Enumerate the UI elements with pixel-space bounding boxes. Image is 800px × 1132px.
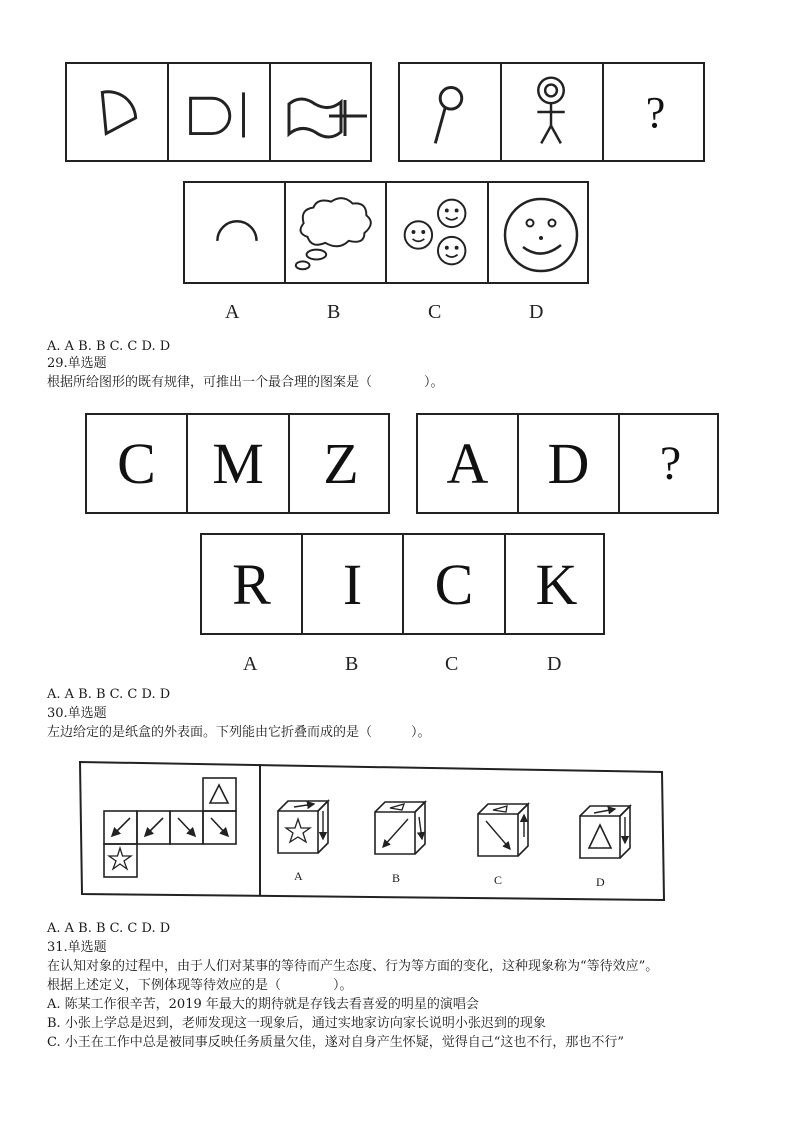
- q31-option-a[interactable]: A. 陈某工作很辛苦，2019 年最大的期待就是存钱去看喜爱的明星的演唱会: [47, 997, 479, 1012]
- q28-option-c-figure: [387, 183, 489, 282]
- q29-option-c-letter: C: [434, 551, 474, 617]
- q30-answer-choices[interactable]: A. A B. B C. C D. D: [47, 921, 171, 936]
- q28-given-group-1: [65, 62, 372, 162]
- q28-question-cell: [604, 64, 707, 160]
- q30-option-label-b: B: [392, 871, 401, 885]
- q29-option-label-d: D: [547, 653, 562, 675]
- q29-option-group: [200, 533, 605, 635]
- q28-option-label-c: C: [428, 301, 442, 323]
- q28-given-group-2: [398, 62, 705, 162]
- q28-option-a-figure: [185, 183, 286, 282]
- q30-header: 30.单选题: [47, 706, 107, 721]
- q28-option-label-d: D: [529, 301, 544, 323]
- q28-option-b-figure: [286, 183, 387, 282]
- q30-option-label-c: C: [494, 873, 503, 887]
- q29-given-group-2: [416, 413, 719, 514]
- q28-given-figure-3: [271, 64, 374, 160]
- q29-given-letter-5: D: [547, 431, 590, 496]
- q28-option-label-b: B: [327, 301, 341, 323]
- q28-option-label-a: A: [225, 301, 240, 323]
- q31-header: 31.单选题: [47, 940, 107, 955]
- q30-option-label-d: D: [596, 875, 605, 889]
- q29-option-a-letter: R: [232, 551, 271, 617]
- q29-given-letter-2: M: [212, 431, 264, 496]
- q29-answer-choices[interactable]: A. A B. B C. C D. D: [47, 687, 171, 702]
- q30-option-label-a: A: [294, 869, 303, 883]
- q28-given-figure-1: [67, 64, 169, 160]
- q29-given-letter-3: Z: [323, 431, 359, 496]
- q28-given-figure-5: [502, 64, 604, 160]
- q31-stem-line-1: 在认知对象的过程中，由于人们对某事的等待而产生态度、行为等方面的变化，这种现象称为“等待效应”。: [47, 959, 659, 974]
- q29-option-a-cell: [202, 535, 303, 633]
- q28-given-figure-2: [169, 64, 271, 160]
- q29-given-cell-3: [290, 415, 392, 512]
- q29-given-group-1: [85, 413, 390, 514]
- q29-option-label-b: B: [345, 653, 359, 675]
- q29-option-c-cell: [404, 535, 506, 633]
- q29-given-letter-1: C: [117, 431, 156, 496]
- q29-option-label-c: C: [445, 653, 459, 675]
- q29-question-cell: [620, 415, 721, 512]
- q30-stem: 左边给定的是纸盒的外表面。下列能由它折叠而成的是（ ）。: [47, 725, 431, 740]
- q28-option-d-figure: [489, 183, 591, 282]
- q28-option-group: [183, 181, 589, 284]
- q31-option-c[interactable]: C. 小王在工作中总是被同事反映任务质量欠佳，遂对自身产生怀疑，觉得自己“这也不行，那也不行”: [47, 1035, 625, 1050]
- q31-option-b[interactable]: B. 小张上学总是迟到，老师发现这一现象后，通过实地家访向家长说明小张迟到的现象: [47, 1016, 546, 1031]
- q28-answer-choices[interactable]: A. A B. B C. C D. D: [47, 339, 171, 354]
- q29-option-b-letter: I: [342, 551, 363, 617]
- q29-given-cell-4: [418, 415, 519, 512]
- question-mark: ?: [659, 437, 682, 490]
- q29-given-cell-2: [188, 415, 290, 512]
- q30-figure: [78, 759, 666, 903]
- q29-header: 29.单选题: [47, 356, 107, 371]
- question-mark: ?: [645, 87, 666, 137]
- q29-given-letter-4: A: [446, 431, 489, 496]
- q29-option-b-cell: [303, 535, 404, 633]
- q29-option-d-letter: K: [535, 551, 578, 617]
- q29-stem: 根据所给图形的既有规律，可推出一个最合理的图案是（ ）。: [47, 375, 444, 390]
- q30-figure-drawing: [78, 759, 666, 903]
- q29-given-cell-1: [87, 415, 188, 512]
- q29-given-cell-5: [519, 415, 620, 512]
- q29-option-d-cell: [506, 535, 607, 633]
- q28-given-figure-4: [400, 64, 502, 160]
- q31-stem-line-2: 根据上述定义，下例体现等待效应的是（ ）。: [47, 978, 353, 993]
- q29-option-label-a: A: [243, 653, 258, 675]
